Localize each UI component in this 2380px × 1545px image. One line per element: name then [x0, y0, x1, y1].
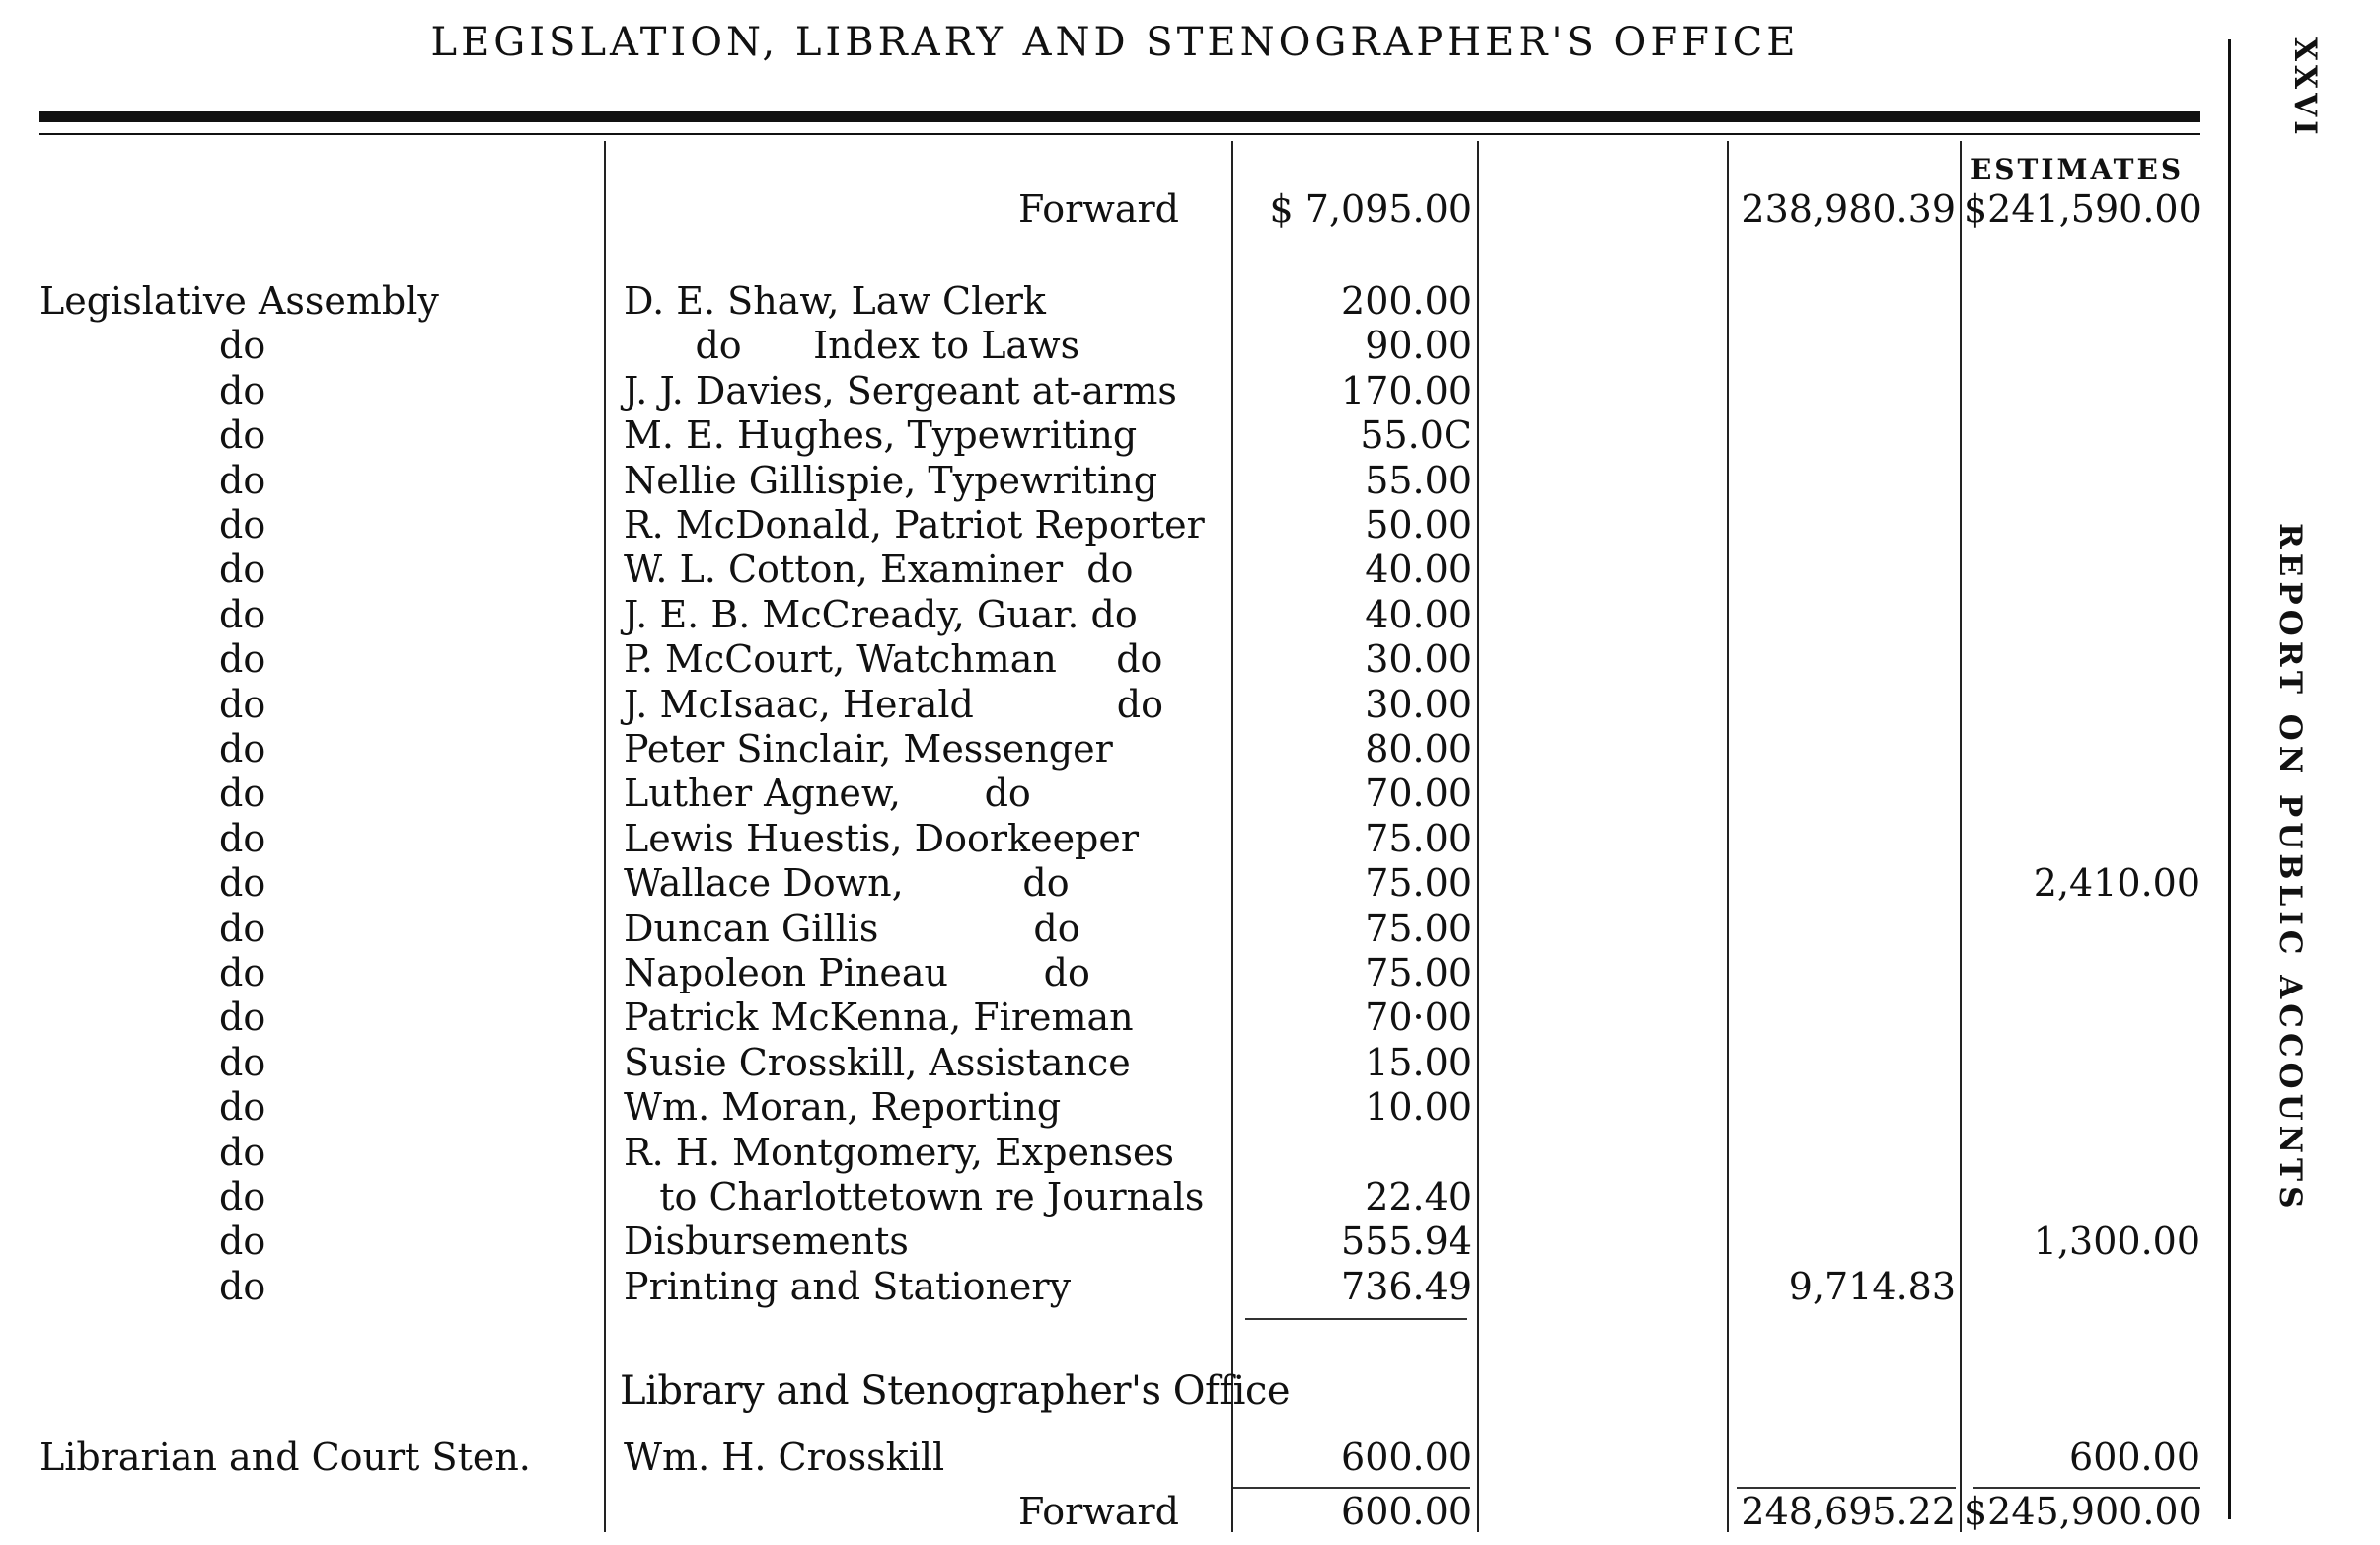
estimates-column-header: ESTIMATES	[1970, 153, 2185, 185]
amount-cell: 22.40	[1365, 1175, 1472, 1218]
amount-cell: 40.00	[1365, 548, 1472, 591]
amount-cell: 75.00	[1365, 907, 1472, 950]
ledger-row	[0, 1041, 2210, 1085]
amount-cell: 70·00	[1365, 995, 1472, 1039]
ledger-row	[0, 772, 2210, 816]
ledger-row	[0, 279, 2210, 324]
department-cell: do	[219, 861, 266, 905]
amount-cell: 555.94	[1341, 1219, 1472, 1263]
page-title: LEGISLATION, LIBRARY AND STENOGRAPHER'S OFFICE	[430, 20, 1800, 65]
ledger-row	[0, 1219, 2210, 1264]
forward-label: Forward	[1018, 1490, 1180, 1533]
description-cell: Nellie Gillispie, Typewriting	[624, 459, 1158, 502]
amount-cell: 736.49	[1341, 1265, 1472, 1308]
ledger-row	[0, 1265, 2210, 1309]
description-cell: Wm. Moran, Reporting	[624, 1085, 1062, 1129]
ledger-row	[0, 548, 2210, 592]
total-cell: 9,714.83	[1788, 1265, 1956, 1308]
forward-estimate: $245,900.00	[1964, 1490, 2202, 1533]
description-cell: Wallace Down, do	[624, 861, 1070, 905]
header-thick-rule	[39, 111, 2200, 122]
department-cell: do	[219, 727, 266, 771]
description-cell: Susie Crosskill, Assistance	[624, 1041, 1131, 1084]
ledger-row	[0, 1085, 2210, 1130]
department-cell: do	[219, 951, 266, 994]
department-cell: do	[219, 548, 266, 591]
estimate-cell: 2,410.00	[2033, 861, 2200, 905]
description-cell: J. J. Davies, Sergeant at-arms	[624, 369, 1177, 412]
ledger-row	[0, 1131, 2210, 1175]
ledger-row	[0, 637, 2210, 682]
ledger-row	[0, 995, 2210, 1040]
forward-amount: $ 7,095.00	[1269, 187, 1472, 231]
description-cell: M. E. Hughes, Typewriting	[624, 413, 1138, 457]
section-heading: Library and Stenographer's Office	[620, 1368, 1291, 1414]
running-side-label: REPORT ON PUBLIC ACCOUNTS	[2272, 523, 2308, 1214]
department-cell: do	[219, 593, 266, 636]
department-cell: do	[219, 817, 266, 860]
department-cell: do	[219, 413, 266, 457]
library-estimate: 600.00	[2069, 1435, 2200, 1479]
department-cell: do	[219, 995, 266, 1039]
description-cell: D. E. Shaw, Law Clerk	[624, 279, 1046, 323]
ledger-row	[0, 503, 2210, 548]
estimate-cell: 1,300.00	[2033, 1219, 2200, 1263]
department-cell: do	[219, 1175, 266, 1218]
department-cell: do	[219, 772, 266, 815]
department-cell: do	[219, 683, 266, 726]
description-cell: do Index to Laws	[624, 324, 1080, 367]
header-thin-rule	[39, 133, 2200, 135]
ledger-row	[0, 907, 2210, 951]
amount-cell: 170.00	[1341, 369, 1472, 412]
forward-amount: 600.00	[1341, 1490, 1472, 1533]
library-amount: 600.00	[1341, 1435, 1472, 1479]
amount-cell: 50.00	[1365, 503, 1472, 547]
description-cell: Disbursements	[624, 1219, 909, 1263]
ledger-row	[0, 727, 2210, 772]
ledger-row	[0, 593, 2210, 637]
total-total-rule	[1737, 1487, 1956, 1489]
description-cell: R. McDonald, Patriot Reporter	[624, 503, 1205, 547]
department-cell: do	[219, 1219, 266, 1263]
description-cell: J. E. B. McCready, Guar. do	[624, 593, 1138, 636]
ledger-row	[0, 817, 2210, 861]
department-cell: do	[219, 1041, 266, 1084]
amount-cell: 40.00	[1365, 593, 1472, 636]
department-cell: do	[219, 369, 266, 412]
ledger-row	[0, 861, 2210, 906]
department-cell: do	[219, 459, 266, 502]
estimate-total-rule	[1973, 1487, 2200, 1489]
library-desc: Wm. H. Crosskill	[624, 1435, 945, 1479]
amount-cell: 30.00	[1365, 683, 1472, 726]
description-cell: W. L. Cotton, Examiner do	[624, 548, 1134, 591]
description-cell: Printing and Stationery	[624, 1265, 1072, 1308]
ledger-row	[0, 1175, 2210, 1219]
description-cell: Luther Agnew, do	[624, 772, 1031, 815]
forward-row-bottom	[0, 1490, 2210, 1534]
amount-cell: 200.00	[1341, 279, 1472, 323]
description-cell: P. McCourt, Watchman do	[624, 637, 1163, 681]
description-cell: J. McIsaac, Herald do	[624, 683, 1163, 726]
amount-cell: 30.00	[1365, 637, 1472, 681]
description-cell: Napoleon Pineau do	[624, 951, 1090, 994]
description-cell: R. H. Montgomery, Expenses	[624, 1131, 1175, 1174]
ledger-row	[0, 683, 2210, 727]
forward-label: Forward	[1018, 187, 1180, 231]
forward-estimate: $241,590.00	[1964, 187, 2202, 231]
amount-cell: 70.00	[1365, 772, 1472, 815]
margin-rule	[2228, 39, 2231, 1519]
description-cell: to Charlottetown re Journals	[624, 1175, 1205, 1218]
amount-cell: 90.00	[1365, 324, 1472, 367]
section-heading-row	[0, 1369, 2210, 1414]
description-cell: Duncan Gillis do	[624, 907, 1080, 950]
amount-cell: 55.00	[1365, 459, 1472, 502]
page-number: XXVI	[2287, 37, 2323, 139]
ledger-row	[0, 413, 2210, 458]
department-cell: do	[219, 1085, 266, 1129]
amount-cell: 80.00	[1365, 727, 1472, 771]
amount-cell: 55.0C	[1360, 413, 1472, 457]
description-cell: Patrick McKenna, Fireman	[624, 995, 1134, 1039]
amount-cell: 75.00	[1365, 861, 1472, 905]
department-cell: do	[219, 324, 266, 367]
amount-cell: 75.00	[1365, 817, 1472, 860]
forward-row-top	[0, 187, 2210, 232]
department-cell: Legislative Assembly	[39, 279, 439, 323]
ledger-row	[0, 324, 2210, 368]
amount-subtotal-rule	[1245, 1318, 1467, 1320]
department-cell: do	[219, 907, 266, 950]
forward-total: 248,695.22	[1741, 1490, 1956, 1533]
library-dept: Librarian and Court Sten.	[39, 1435, 531, 1479]
library-row	[0, 1435, 2210, 1480]
department-cell: do	[219, 503, 266, 547]
ledger-row	[0, 459, 2210, 503]
forward-total: 238,980.39	[1741, 187, 1956, 231]
department-cell: do	[219, 1131, 266, 1174]
description-cell: Lewis Huestis, Doorkeeper	[624, 817, 1140, 860]
department-cell: do	[219, 637, 266, 681]
amount-total-rule	[1233, 1487, 1470, 1489]
description-cell: Peter Sinclair, Messenger	[624, 727, 1113, 771]
department-cell: do	[219, 1265, 266, 1308]
ledger-row	[0, 369, 2210, 413]
amount-cell: 15.00	[1365, 1041, 1472, 1084]
amount-cell: 75.00	[1365, 951, 1472, 994]
ledger-row	[0, 951, 2210, 995]
amount-cell: 10.00	[1365, 1085, 1472, 1129]
